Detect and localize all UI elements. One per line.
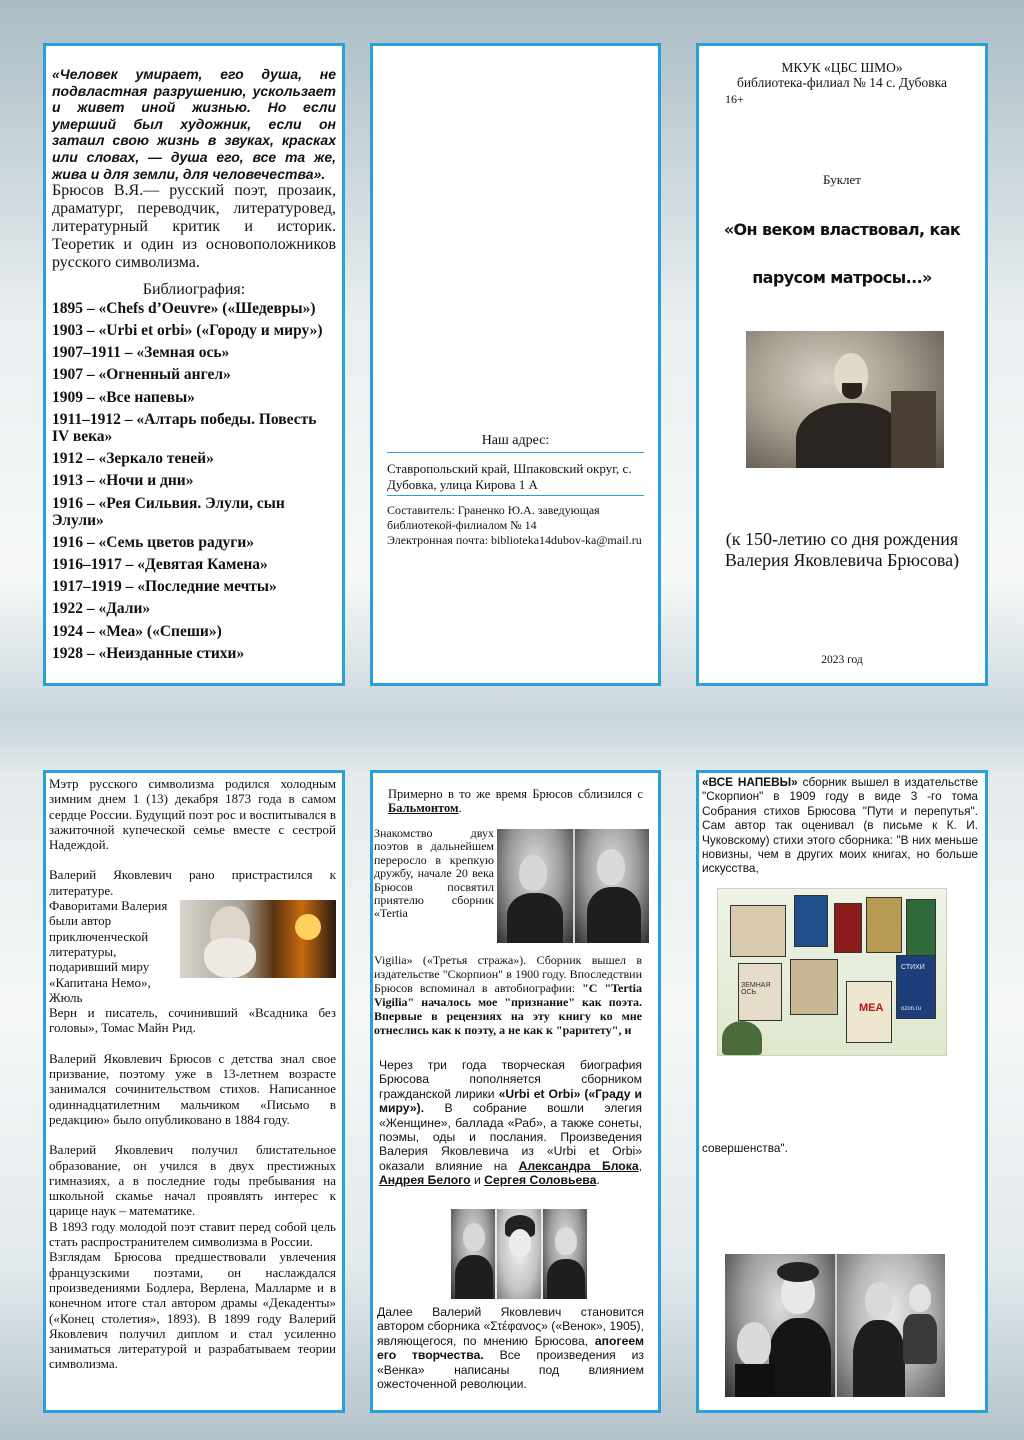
- book-title: ЗЕМНАЯ ОСЬ: [741, 982, 771, 996]
- library-branch: библиотека-филиал № 14 с. Дубовка: [736, 75, 948, 90]
- bryusov-quote: «Человек умирает, его душа, не подвластная разрушению, ускользает и живет иной жизнью. Но если умерший был художник, если он затаил свою жизнь в звуках, красках или словах, — душа его, все та же, жива и для земли, для человечества».: [52, 66, 336, 182]
- balmont-link[interactable]: Бальмонтом: [388, 801, 459, 815]
- friendship-text: Знакомство двух поэтов в дальнейшем переросло в крепкую дружбу, начале 20 века Брюсов посвятил приятелю сборник «Tertia: [374, 826, 494, 921]
- balmont-intro: [388, 787, 643, 815]
- biography-paragraph: В 1893 году молодой поэт ставит перед собой цель стать распространителем символизма в России.: [49, 1218, 336, 1250]
- bibliography-item: 1916 – «Семь цветов радуги»: [52, 534, 255, 552]
- booklet-title: «Он веком властвовал, как: [723, 220, 961, 239]
- tertia-vigilia-text: [374, 953, 642, 1037]
- biography-panel: [43, 770, 345, 1413]
- bibliography-item: 1928 – «Неизданные стихи»: [52, 644, 245, 662]
- balmont-intro-text: Примерно в то же время Брюсов сблизился с: [388, 787, 643, 801]
- biography-paragraph: Взглядам Брюсова предшествовали увлечения французскими поэтами, он наслаждался произведениями Бодлера, Верлена, Малларме и в конечном итоге стал автором драмы «Декаденты» («Конец столетия», 1893). В 1899 году Валерий Яковлевич получил диплом и стал усиленно заниматься литературой и разрабатываем теории символизма.: [49, 1249, 336, 1372]
- bryusov-family-photo: [725, 1254, 945, 1397]
- bibliography-item: 1924 – «Меа» («Спеши»): [52, 622, 222, 640]
- bibliography-item: 1909 – «Все напевы»: [52, 388, 195, 406]
- urbi-plain-a: Через три года творческая биография Брюсова пополняется сборником гражданской лирики: [379, 1058, 642, 1101]
- vse-napevy-title: «ВСЕ НАПЕВЫ»: [702, 775, 798, 789]
- bibliography-item: 1911–1912 – «Алтарь победы. Повесть IV века»: [52, 410, 317, 446]
- blok-link[interactable]: Александра Блока: [518, 1158, 639, 1173]
- vse-napevy-text: [702, 775, 978, 876]
- poets-group-photo: [451, 1209, 587, 1299]
- bibliography-item: 1916 – «Рея Сильвия. Элули, сын Элули»: [52, 494, 285, 530]
- biography-paragraph: Валерий Яковлевич Брюсов с детства знал свое призвание, поэтому уже в 13-летнем возрасте занимался сочинительством стихов. Написанное одиннадцатилетним мальчиком «Письмо в редакцию» было опубликовано в 1884 году.: [49, 1050, 336, 1127]
- vse-napevy-end: совершенства".: [702, 1141, 788, 1155]
- divider: [387, 495, 644, 496]
- cover-panel: [696, 43, 988, 686]
- book-source: ozon.ru: [901, 1006, 922, 1012]
- urbi-plain-b: В собрание вошли элегия «Женщине», баллада «Раб», а также сонеты, поэмы, оды и послания. Произведения Валерия Яковлевича из «Urbi et Orbi» оказали влияние на: [379, 1101, 643, 1173]
- quote-bibliography-panel: [43, 43, 345, 686]
- bibliography-item: 1912 – «Зеркало теней»: [52, 450, 214, 468]
- bryusov-portrait-photo: [746, 331, 944, 468]
- compiler-info: [387, 503, 646, 548]
- stephanos-plain-b: Все произведения из «Венка» написаны под влиянием ожесточенной революции.: [377, 1348, 644, 1392]
- tertia-vigilia-plain: Vigilia» («Третья стража»). Сборник вышел в издательстве "Скорпион" в 1900 году. Впоследствии Брюсов вспоминал в автобиографии:: [374, 953, 642, 995]
- bibliography-item: 1903 – «Urbi et orbi» («Городу и миру»): [52, 322, 323, 340]
- year-label: 2023 год: [821, 654, 863, 666]
- separator: .: [596, 1173, 600, 1188]
- separator: ,: [638, 1158, 642, 1173]
- bibliography-heading: Библиография:: [142, 281, 246, 299]
- booklet-label: Буклет: [823, 172, 861, 187]
- stephanos-text: [377, 1305, 644, 1391]
- books-collage-photo: [717, 888, 947, 1056]
- bibliography-item: 1917–1919 – «Последние мечты»: [52, 578, 277, 596]
- address-panel: [370, 43, 661, 686]
- biography-paragraph: Мэтр русского символизма родился холодным зимним днем 1 (13) декабря 1873 года в самом сердце России. Будущий поэт рос и воспитывался в зажиточной купеческой семье вместе с сестрой Надеждой.: [49, 776, 336, 853]
- bibliography-item: 1907–1911 – «Земная ось»: [52, 344, 230, 362]
- book-title: СТИХИ: [901, 964, 925, 971]
- bibliography-item: 1913 – «Ночи и дни»: [52, 472, 194, 490]
- bibliography-item: 1922 – «Дали»: [52, 600, 151, 618]
- bryusov-bio: Брюсов В.Я.— русский поэт, прозаик, драматург, переводчик, литературовед, литературный критик и историк. Теоретик и один из основоположников русского символизма.: [52, 182, 336, 272]
- booklet-title-line2: парусом матросы...»: [752, 268, 932, 287]
- biography-paragraph: Верн и писатель, сочинивший «Всадника без головы», Томас Майн Рид.: [49, 1005, 336, 1036]
- email-text[interactable]: Электронная почта: biblioteka14dubov-ka@mail.ru: [387, 533, 642, 547]
- works-panel: [370, 770, 661, 1413]
- stephanos-plain-a: Далее Валерий Яковлевич становится автором сборника «Στέφανος» («Венок», 1905), являющегося, по мнению Брюсова,: [377, 1305, 644, 1348]
- vse-napevy-plain: сборник вышел в издательстве "Скорпион" в 1909 году в виде 3 -го тома Собрания стихов Брюсова "Пути и перепутья". Сам автор так оценивал (в письме к К. И. Чуковскому) стихи этого сборника: "В них меньше новизны, чем в других моих книгах, но больше искусства,: [702, 775, 979, 876]
- stephanos-apogee: апогеем его творчества.: [377, 1333, 644, 1363]
- urbi-title: «Urbi et Orbi» («Граду и миру»).: [379, 1086, 642, 1116]
- age-rating: 16+: [725, 92, 744, 106]
- period: .: [458, 801, 462, 815]
- biography-paragraph: Валерий Яковлевич получил блистательное образование, он учился в двух престижных гимназиях, а в последние годы пребывания на школьной скамье начал проявлять интерес к царице наук – математике.: [49, 1142, 336, 1219]
- compiler-text: Составитель: Граненко Ю.А. заведующая библиотекой-филиалом № 14: [387, 503, 600, 532]
- address-text: Ставропольский край, Шпаковский округ, с. Дубовка, улица Кирова 1 А: [387, 461, 632, 492]
- address-heading: Наш адрес:: [481, 433, 550, 448]
- anniversary-subtitle: (к 150-летию со дня рождения Валерия Яковлевича Брюсова): [724, 529, 960, 570]
- bibliography-list: [52, 300, 336, 662]
- jules-verne-photo: [180, 900, 336, 978]
- bryusov-balmont-photo: [497, 829, 649, 943]
- vse-napevy-panel: [696, 770, 988, 1413]
- verne-block: [49, 898, 336, 1005]
- bibliography-item: 1895 – «Chefs d’Oeuvre» («Шедевры»): [52, 300, 316, 318]
- separator: и: [473, 1173, 481, 1188]
- solovyov-link[interactable]: Сергея Соловьева: [484, 1173, 597, 1188]
- urbi-et-orbi-text: [379, 1058, 642, 1188]
- book-title: МЕА: [859, 1002, 884, 1014]
- tertia-vigilia-quote: "С "Tertia Vigilia" началось мое "признание" как поэта. Впервые в рецензиях на эту книгу ко мне отнеслись как к поэту, а не как к "раритету", и: [374, 981, 643, 1037]
- biography-paragraph: Фаворитами Валерия были автор приключенческой литературы, подаривший миру «Капитана Немо», Жюль: [49, 898, 168, 1005]
- bibliography-item: 1916–1917 – «Девятая Камена»: [52, 556, 268, 574]
- bibliography-item: 1907 – «Огненный ангел»: [52, 366, 231, 384]
- org-name: МКУК «ЦБС ШМО»: [781, 60, 903, 75]
- organization: [699, 60, 985, 90]
- bely-link[interactable]: Андрея Белого: [379, 1173, 471, 1188]
- biography-paragraph: Валерий Яковлевич рано пристрастился к литературе.: [49, 867, 336, 898]
- divider: [387, 452, 644, 453]
